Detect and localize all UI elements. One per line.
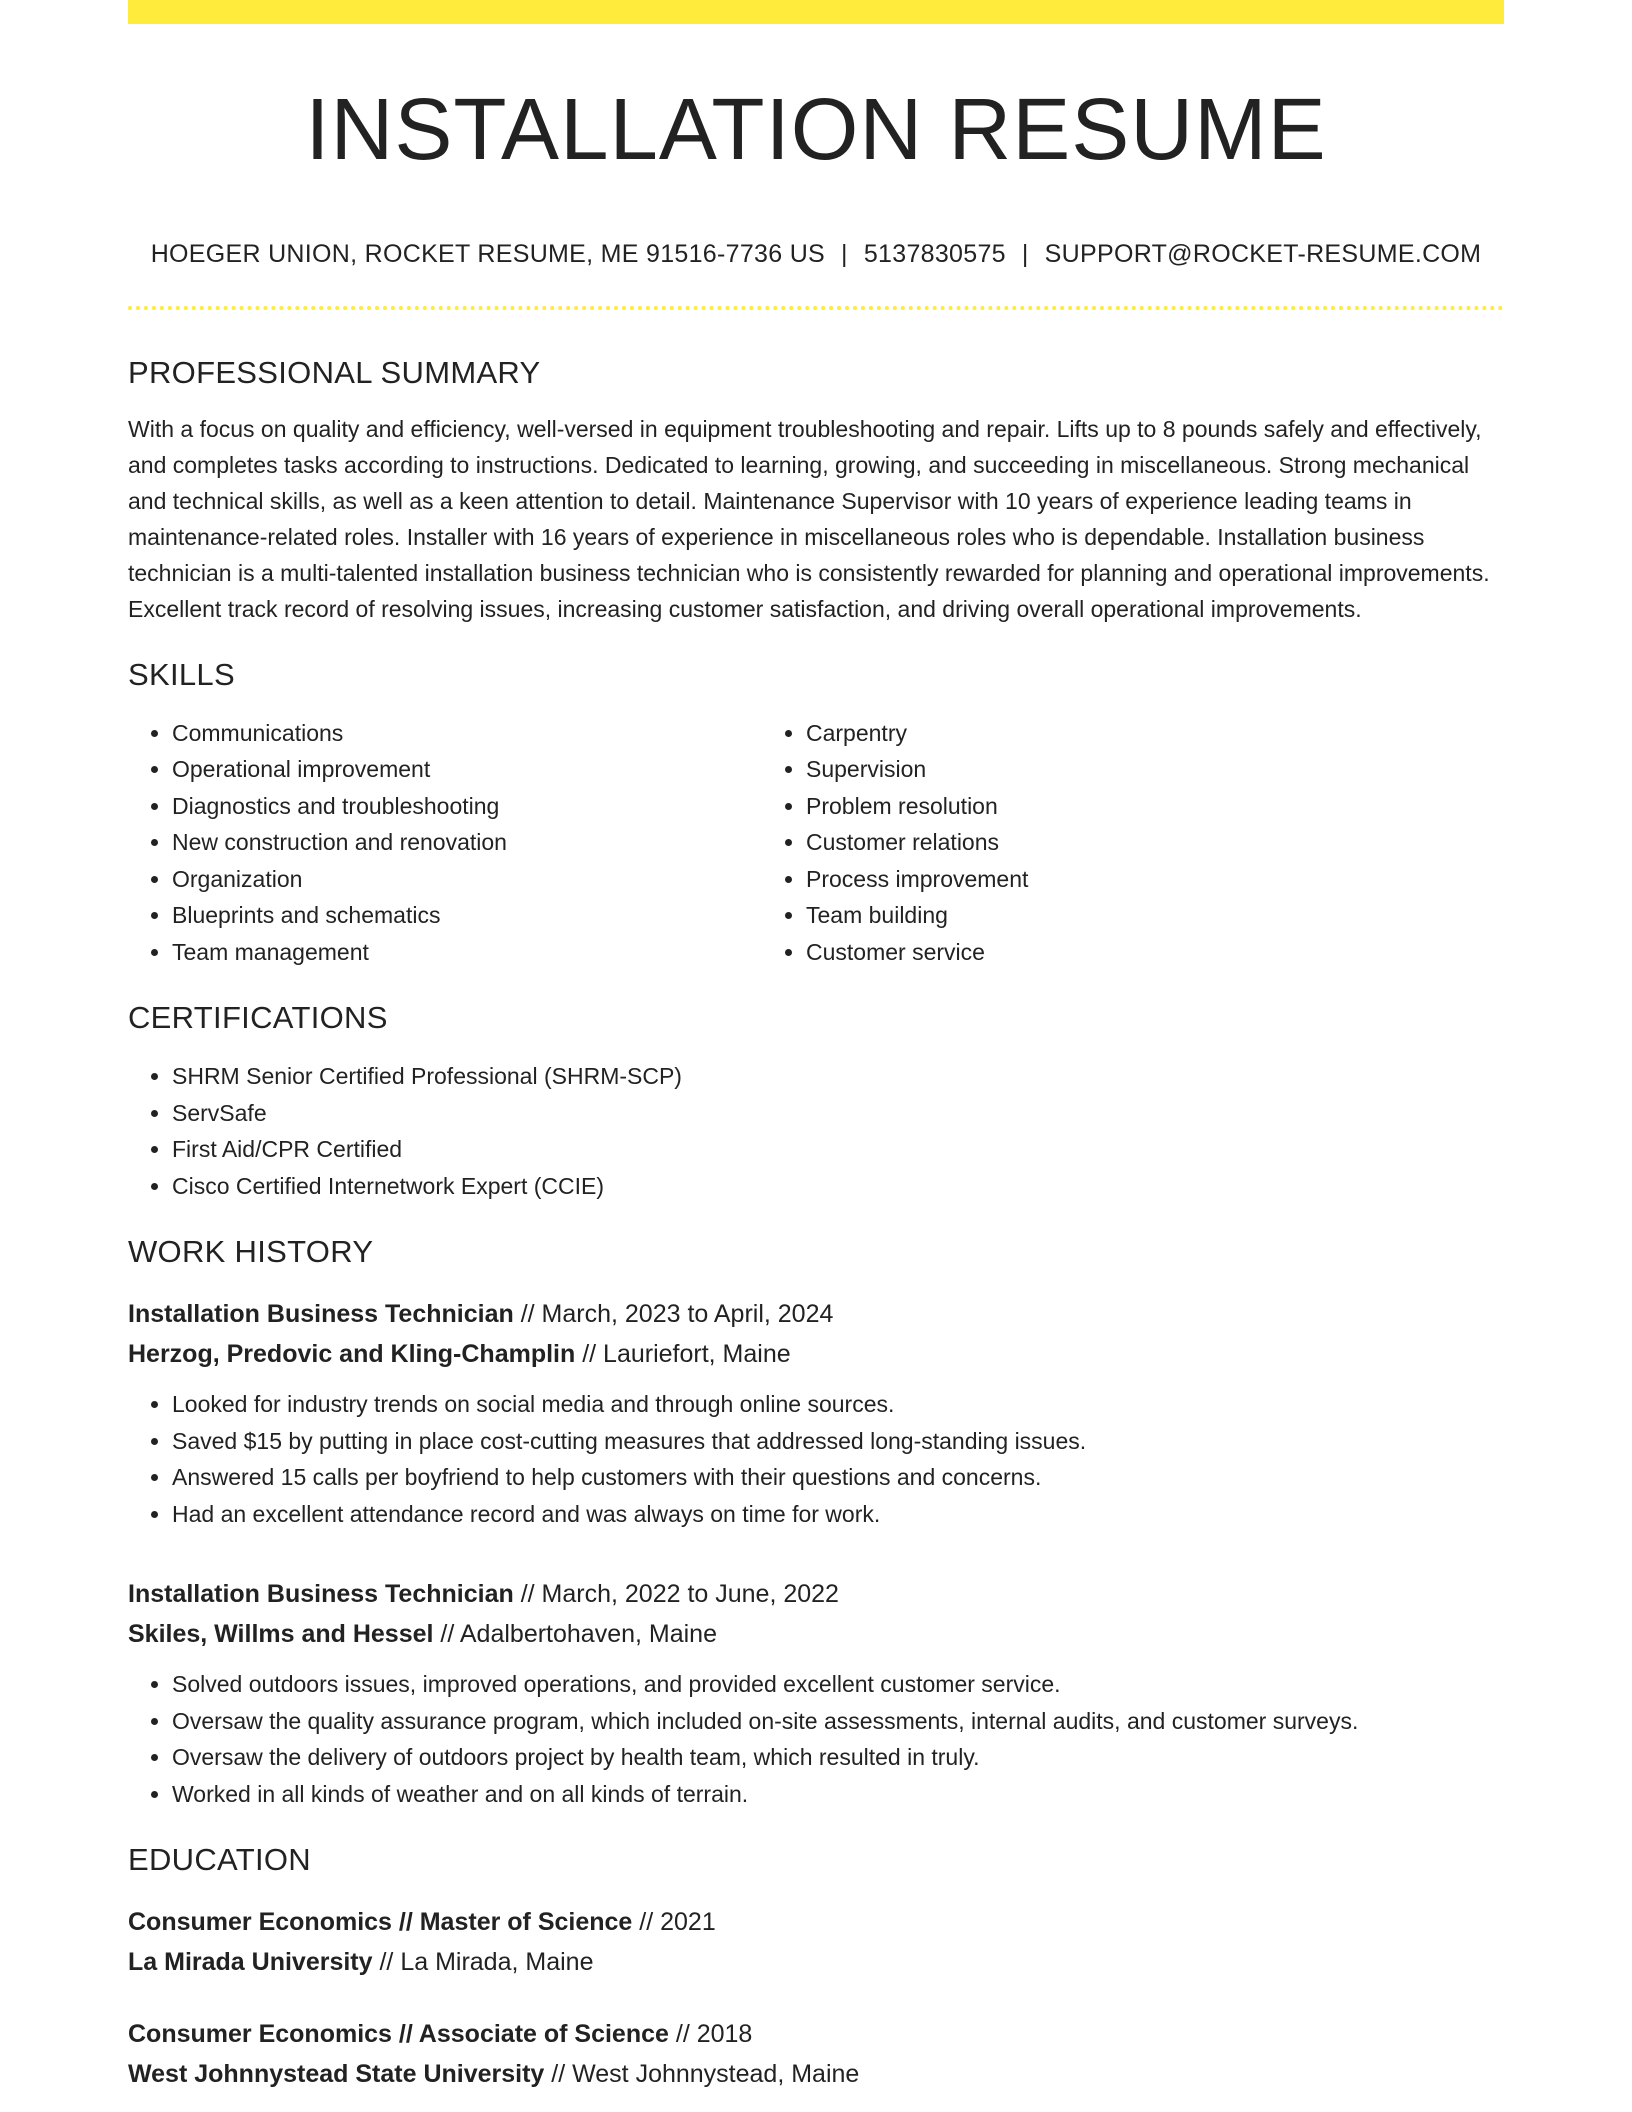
list-item: • Oversaw the quality assurance program, which included on-site assessments, internal audits, and customer surveys. [172,1703,1504,1740]
list-item: • Carpentry [806,715,1396,752]
list-item: • Had an excellent attendance record and was always on time for work. [172,1496,1504,1533]
job-entry [128,1574,1504,1812]
education-heading: EDUCATION [128,1842,311,1878]
separator: | [1021,239,1029,268]
summary-text: With a focus on quality and efficiency, well-versed in equipment troubleshooting and repair. Lifts up to 8 pounds safely and effectively, and completes tasks according to instructions. Dedicated to learning, growing, and succeeding in miscellaneous. Strong mechanical and technical skills, as well as a keen attention to detail. Maintenance Supervisor with 10 years of experience leading teams in maintenance-related roles. Installer with 16 years of experience in miscellaneous roles who is dependable. Installation business technician is a multi-talented installation business technician who is consistently rewarded for planning and operational improvements. Excellent track record of resolving issues, increasing customer satisfaction, and driving overall operational improvements. [128,415,1490,622]
list-item: • ServSafe [172,1095,1504,1132]
skills-column-left [128,715,762,971]
separator: | [841,239,848,268]
job-dates: // March, 2022 to June, 2022 [513,1580,839,1609]
degree: Consumer Economics // Master of Science [128,1908,633,1937]
resume-title: INSTALLATION RESUME [305,81,1327,178]
skills-heading: SKILLS [128,656,235,692]
list-item: • Customer relations [806,824,1396,861]
school-line [128,1942,1504,1982]
list-item: • Diagnostics and troubleshooting [172,788,762,825]
job-bullets [128,1666,1504,1812]
list-item: • Saved $15 by putting in place cost-cutting measures that addressed long-standing issues. [172,1423,1504,1460]
job-title: Installation Business Technician [128,1300,514,1329]
skills-list [128,715,1504,971]
list-item: • Blueprints and schematics [172,897,762,934]
list-item: • Team management [172,934,762,971]
list-item: • SHRM Senior Certified Professional (SHRM-SCP) [172,1058,1504,1095]
list-item: • Operational improvement [172,751,762,788]
summary-heading: PROFESSIONAL SUMMARY [128,354,541,390]
certifications-list [128,1058,1504,1204]
degree: Consumer Economics // Associate of Science [128,2020,669,2049]
job-title-line [128,1294,1504,1334]
company-location: // Lauriefort, Maine [575,1340,791,1369]
company-name: Herzog, Predovic and Kling-Champlin [128,1340,576,1369]
skills-column-right [762,715,1396,971]
education-entry [128,1902,1504,1982]
list-item: • Looked for industry trends on social media and through online sources. [172,1386,1504,1423]
job-dates: // March, 2023 to April, 2024 [513,1300,834,1329]
school-location: // La Mirada, Maine [372,1948,594,1977]
company-location: // Adalbertohaven, Maine [433,1620,717,1649]
dotted-divider [128,306,1504,310]
list-item: • Oversaw the delivery of outdoors project by health team, which resulted in truly. [172,1739,1504,1776]
degree-line [128,2014,1504,2054]
degree-year: // 2021 [632,1908,716,1937]
school-line [128,2054,1504,2094]
job-entry [128,1294,1504,1532]
certifications-heading: CERTIFICATIONS [128,1000,388,1036]
education-entry [128,2014,1504,2094]
job-bullets [128,1386,1504,1532]
company-name: Skiles, Willms and Hessel [128,1620,434,1649]
list-item: • Communications [172,715,762,752]
school-name: West Johnnystead State University [128,2060,545,2089]
job-title-line [128,1574,1504,1614]
school-name: La Mirada University [128,1948,373,1977]
job-title: Installation Business Technician [128,1580,514,1609]
degree-line [128,1902,1504,1942]
resume-page [128,0,1504,2094]
list-item: • Team building [806,897,1396,934]
list-item: • Customer service [806,934,1396,971]
list-item: • Answered 15 calls per boyfriend to help customers with their questions and concerns. [172,1459,1504,1496]
school-location: // West Johnnystead, Maine [544,2060,860,2089]
list-item: • Supervision [806,751,1396,788]
list-item: • Solved outdoors issues, improved operations, and provided excellent customer service. [172,1666,1504,1703]
list-item: • Organization [172,861,762,898]
list-item: • Process improvement [806,861,1396,898]
company-line [128,1614,1504,1654]
list-item: • Cisco Certified Internetwork Expert (CCIE) [172,1168,1504,1205]
list-item: • Worked in all kinds of weather and on all kinds of terrain. [172,1776,1504,1813]
accent-bar [128,0,1504,24]
degree-year: // 2018 [668,2020,753,2049]
phone: 5137830575 [863,239,1006,268]
work-history-heading: WORK HISTORY [128,1234,374,1270]
list-item: • Problem resolution [806,788,1396,825]
list-item: • First Aid/CPR Certified [172,1131,1504,1168]
company-line [128,1334,1504,1374]
address: HOEGER UNION, ROCKET RESUME, ME 91516-7736 US [150,239,826,268]
email-link[interactable]: SUPPORT@ROCKET-RESUME.COM [1044,239,1482,268]
contact-line [128,240,1504,269]
list-item: • New construction and renovation [172,824,762,861]
